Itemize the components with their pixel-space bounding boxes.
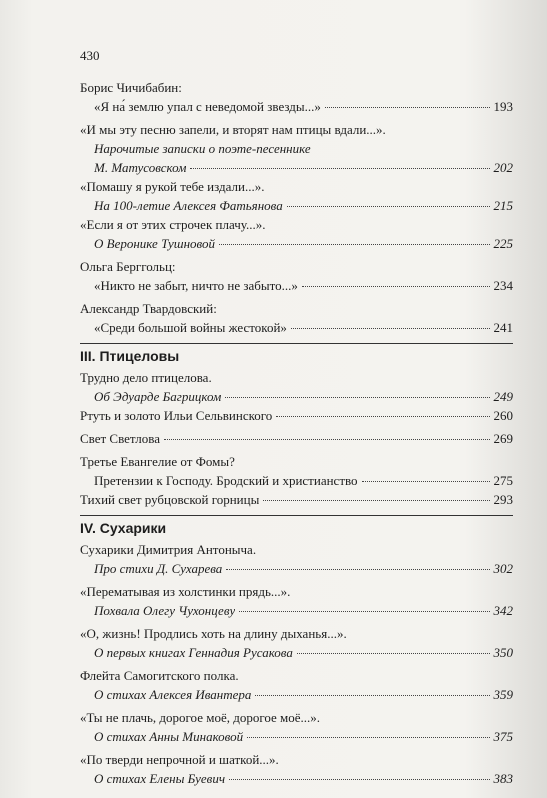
dot-leader [287, 205, 490, 207]
toc-entry-page: 249 [493, 389, 513, 404]
toc-entry-page: 269 [493, 431, 513, 446]
toc-entry-page: 293 [493, 492, 513, 507]
dot-leader [229, 778, 489, 780]
toc-entry [80, 196, 513, 215]
section-heading: IV. Сухарики [80, 515, 513, 538]
toc-entry [80, 387, 513, 406]
dot-leader [362, 480, 490, 482]
toc-entry-title: Трудно дело птицелова. [80, 370, 212, 385]
dot-leader [239, 610, 489, 612]
section-heading: III. Птицеловы [80, 343, 513, 366]
toc-entry [80, 234, 513, 253]
toc-entry-title: Похвала Олегу Чухонцеву [94, 603, 236, 618]
toc-entry-page: 342 [493, 603, 513, 618]
toc-entry [80, 177, 513, 196]
dot-leader [190, 167, 489, 169]
toc-entry-page: 275 [493, 473, 513, 488]
toc-entry-title: О стихах Алексея Ивантера [94, 687, 252, 702]
dot-leader [263, 499, 489, 501]
dot-leader [291, 327, 490, 329]
toc-entry-title: О первых книгах Геннадия Русакова [94, 645, 293, 660]
toc-entry [80, 318, 513, 337]
toc-entry [80, 158, 513, 177]
toc-entry [80, 666, 513, 685]
toc-entry [80, 299, 513, 318]
toc-entry-title: Александр Твардовский: [80, 301, 217, 316]
toc-entry-title: М. Матусовском [94, 160, 187, 175]
toc-entry [80, 120, 513, 139]
toc-entry [80, 601, 513, 620]
toc-entry-page: 302 [493, 561, 513, 576]
toc-entry-title: Об Эдуарде Багрицком [94, 389, 222, 404]
toc-entry [80, 727, 513, 746]
toc-entry-title: Ольга Берггольц: [80, 259, 176, 274]
toc-entry [80, 582, 513, 601]
toc-entry-title: Свет Светлова [80, 431, 161, 446]
toc-entry-page: 359 [493, 687, 513, 702]
toc-entry-title: Тихий свет рубцовской горницы [80, 492, 260, 507]
toc-entry-page: 234 [493, 278, 513, 293]
dot-leader [164, 438, 489, 440]
toc-entry [80, 624, 513, 643]
toc-entry-title: Борис Чичибабин: [80, 80, 182, 95]
toc-entry-title: О стихах Анны Минаковой [94, 729, 244, 744]
toc-entry [80, 750, 513, 769]
toc-entry [80, 276, 513, 295]
dot-leader [226, 568, 489, 570]
toc-entry-title: «Никто не забыт, ничто не забыто...» [94, 278, 298, 293]
toc-entry-page: 350 [493, 645, 513, 660]
toc-entry [80, 215, 513, 234]
toc-entry [80, 559, 513, 578]
toc-entry [80, 257, 513, 276]
toc-entry [80, 643, 513, 662]
dot-leader [276, 415, 489, 417]
page-number: 430 [80, 48, 100, 63]
toc-entry-page: 202 [493, 160, 513, 175]
toc-entry [80, 490, 513, 509]
toc-entry [80, 78, 513, 97]
toc-entry-title: «Я на́ землю упал с неведомой звезды...» [94, 99, 321, 114]
toc-entry [80, 97, 513, 116]
toc-entry-page: 260 [493, 408, 513, 423]
toc-entry [80, 685, 513, 704]
toc-entry [80, 540, 513, 559]
toc-entry-title: Про стихи Д. Сухарева [94, 561, 223, 576]
dot-leader [325, 106, 490, 108]
toc-entry-page: 241 [493, 320, 513, 335]
toc-entry-page: 215 [493, 198, 513, 213]
table-of-contents [80, 78, 513, 788]
toc-entry-title: «И мы эту песню запели, и вторят нам птицы вдали...». [80, 122, 386, 137]
dot-leader [225, 396, 489, 398]
toc-entry-title: «Перематывая из холстинки прядь...». [80, 584, 291, 599]
toc-entry-title: О стихах Елены Буевич [94, 771, 226, 786]
toc-entry [80, 769, 513, 788]
toc-entry-title: «Если я от этих строчек плачу...». [80, 217, 266, 232]
dot-leader [219, 243, 490, 245]
toc-entry [80, 471, 513, 490]
toc-entry-title: «Ты не плачь, дорогое моё, дорогое моё...». [80, 710, 321, 725]
toc-entry [80, 368, 513, 387]
toc-entry-title: «Помашу я рукой тебе издали...». [80, 179, 265, 194]
toc-entry-title: Нарочитые записки о поэте-песеннике [94, 141, 311, 156]
toc-entry-page: 225 [493, 236, 513, 251]
toc-entry-title: Претензии к Господу. Бродский и христианство [94, 473, 358, 488]
toc-entry-title: О Веронике Тушновой [94, 236, 215, 251]
toc-entry-title: Флейта Самогитского полка. [80, 668, 239, 683]
toc-entry [80, 452, 513, 471]
toc-entry-title: Ртуть и золото Ильи Сельвинского [80, 408, 273, 423]
toc-entry-title: Сухарики Димитрия Антоныча. [80, 542, 257, 557]
toc-entry-page: 193 [493, 99, 513, 114]
toc-entry [80, 708, 513, 727]
toc-entry-page: 383 [493, 771, 513, 786]
dot-leader [247, 736, 489, 738]
toc-entry-title: «По тверди непрочной и шаткой...». [80, 752, 279, 767]
dot-leader [255, 694, 489, 696]
toc-entry [80, 139, 513, 158]
toc-entry-page: 375 [493, 729, 513, 744]
toc-entry-title: «О, жизнь! Продлись хоть на длину дыханья...». [80, 626, 347, 641]
toc-entry [80, 429, 513, 448]
toc-entry-title: «Среди большой войны жестокой» [94, 320, 287, 335]
toc-entry-title: На 100-летие Алексея Фатьянова [94, 198, 283, 213]
toc-entry [80, 406, 513, 425]
toc-entry-title: Третье Евангелие от Фомы? [80, 454, 235, 469]
dot-leader [297, 652, 490, 654]
dot-leader [302, 285, 490, 287]
